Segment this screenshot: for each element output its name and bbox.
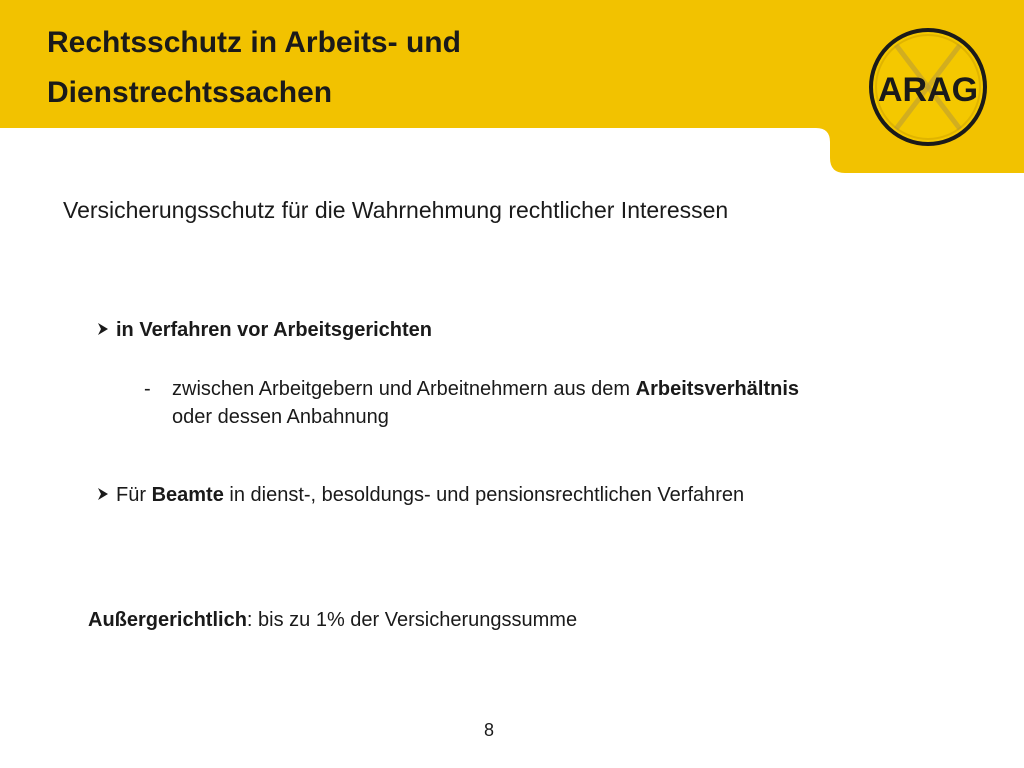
page-number: 8 bbox=[484, 720, 495, 740]
extrajudicial-rest: : bis zu 1% der Versicherungssumme bbox=[246, 609, 578, 631]
logo-text: ARAG bbox=[877, 71, 979, 109]
bullet-labor-courts bbox=[96, 319, 432, 342]
bullet2-bold: Beamte bbox=[151, 484, 224, 506]
bullet-civil-servants bbox=[96, 484, 744, 507]
bullet2-prefix: Für bbox=[116, 484, 152, 506]
sub-line1-prefix: zwischen Arbeitgebern und Arbeitnehmern aus dem bbox=[172, 378, 636, 400]
extrajudicial-note bbox=[88, 609, 577, 632]
subtitle: Versicherungsschutz für die Wahrnehmung rechtlicher Interessen bbox=[63, 197, 729, 223]
bullet2-suffix: in dienst-, besoldungs- und pensionsrechtlichen Verfahren bbox=[223, 484, 745, 506]
sub-item-employment bbox=[144, 375, 799, 431]
extrajudicial-bold: Außergerichtlich bbox=[88, 609, 247, 631]
arrow-bullet-icon bbox=[96, 319, 116, 342]
arrow-bullet-icon bbox=[96, 484, 116, 507]
title-line-2: Dienstrechtssachen bbox=[47, 76, 333, 109]
title-line-1: Rechtsschutz in Arbeits- und bbox=[47, 26, 461, 59]
sub-line2: oder dessen Anbahnung bbox=[172, 406, 389, 428]
sub-line1-bold: Arbeitsverhältnis bbox=[635, 378, 800, 400]
bullet-text: in Verfahren vor Arbeitsgerichten bbox=[116, 319, 433, 341]
arag-logo bbox=[868, 27, 988, 147]
dash-marker: - bbox=[144, 378, 151, 400]
page-title bbox=[47, 18, 767, 118]
